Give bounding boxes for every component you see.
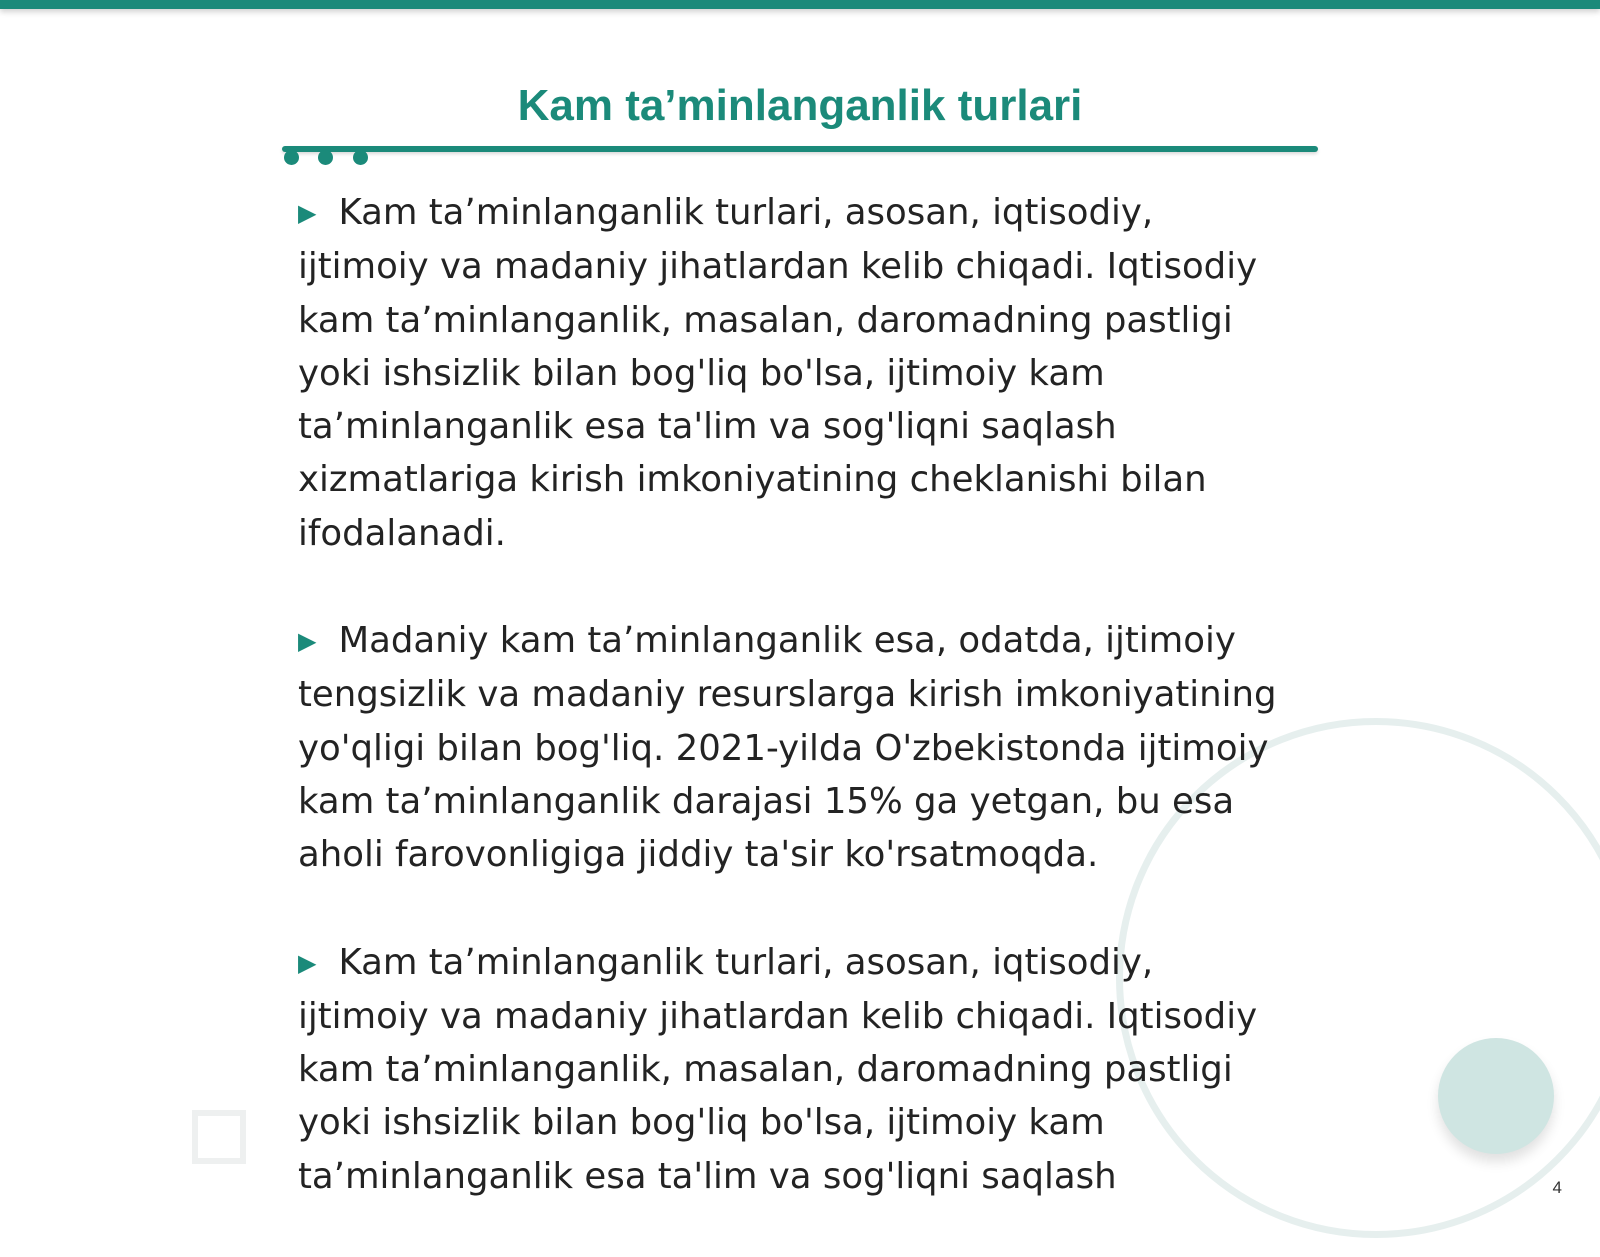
bullet-paragraph [298,936,1288,1203]
bullet-text: Kam ta’minlanganlik turlari, asosan, iqtisodiy, ijtimoiy va madaniy jihatlardan kelib chiqadi. Iqtisodiy kam ta’minlanganlik, masalan, daromadning pastligi yoki ishsizlik bilan bog'liq bo'lsa, ijtimoiy kam ta’minlanganlik esa ta'lim va sog'liqni saqlash xizmatlariga kirish imkoniyatining cheklanishi bilan ifodalanadi. [298,192,1258,554]
bullet-text: Madaniy kam ta’minlanganlik esa, odatda, ijtimoiy tengsizlik va madaniy resurslarga kirish imkoniyatining yo'qligi bilan bog'liq. 2021-yilda O'zbekistonda ijtimoiy kam ta’minlanganlik darajasi 15% ga yetgan, bu esa aholi farovonligiga jiddiy ta'sir ko'rsatmoqda. [298,620,1277,876]
page-number: 4 [1552,1178,1562,1197]
slide-body [298,186,1288,1257]
bullet-arrow-icon: ▶ [298,627,317,656]
slide-title: Kam ta’minlanganlik turlari [517,81,1083,130]
bullet-text: Kam ta’minlanganlik turlari, asosan, iqtisodiy, ijtimoiy va madaniy jihatlardan kelib chiqadi. Iqtisodiy kam ta’minlanganlik, masalan, daromadning pastligi yoki ishsizlik bilan bog'liq bo'lsa, ijtimoiy kam ta’minlanganlik esa ta'lim va sog'liqni saqlash [298,941,1258,1197]
title-underline [282,146,1318,152]
decorative-square [192,1110,246,1164]
underline-dot [318,150,333,165]
bullet-arrow-icon: ▶ [298,199,317,227]
underline-dot [284,150,299,165]
bullet-arrow-icon: ▶ [298,948,317,977]
decorative-circle [1438,1038,1554,1154]
top-accent-bar [0,0,1600,9]
bullet-paragraph [298,186,1288,560]
bullet-paragraph [298,614,1288,881]
underline-dot [353,150,368,165]
